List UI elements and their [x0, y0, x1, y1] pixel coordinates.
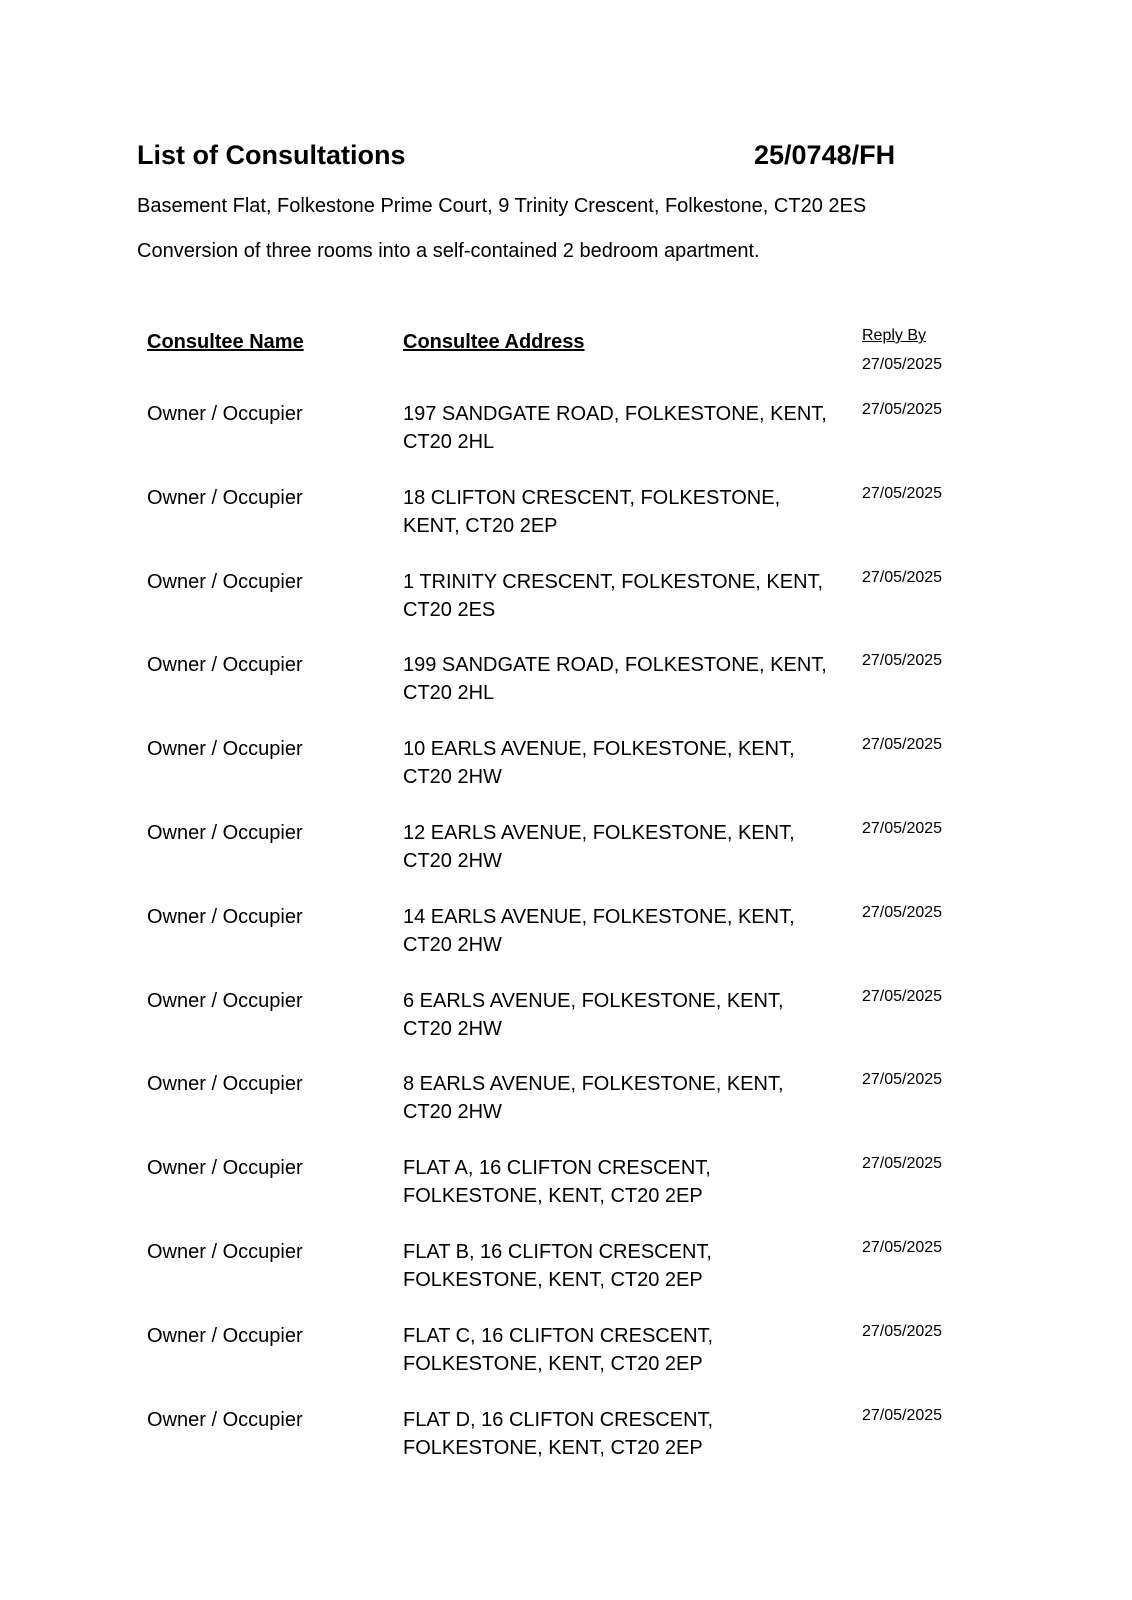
consultee-name: Owner / Occupier — [147, 1073, 303, 1096]
table-row — [0, 651, 1132, 735]
consultee-address: 14 EARLS AVENUE, FOLKESTONE, KENT, CT20 2HW — [403, 905, 795, 956]
reply-by-date: 27/05/2025 — [862, 401, 943, 418]
reply-by-date: 27/05/2025 — [862, 736, 943, 754]
consultee-address: 10 EARLS AVENUE, FOLKESTONE, KENT, CT20 2HW — [403, 738, 795, 789]
consultee-address: 8 EARLS AVENUE, FOLKESTONE, KENT, CT20 2HW — [403, 1073, 784, 1124]
table-row — [0, 1238, 1132, 1322]
reply-by-date: 27/05/2025 — [862, 903, 943, 921]
page-title: List of Consultations — [137, 140, 406, 170]
table-row — [0, 568, 1132, 652]
table-row — [0, 484, 1132, 568]
application-reference: 25/0748/FH — [754, 140, 896, 170]
consultee-address: FLAT B, 16 CLIFTON CRESCENT, FOLKESTONE, KENT, CT20 2EP — [403, 1240, 712, 1291]
column-header-consultee-address: Consultee Address — [403, 331, 585, 353]
consultee-name: Owner / Occupier — [147, 570, 303, 593]
column-header-consultee-name: Consultee Name — [147, 331, 304, 353]
table-row — [0, 1322, 1132, 1406]
reply-by-date: 27/05/2025 — [862, 1071, 943, 1089]
consultee-name: Owner / Occupier — [147, 1408, 303, 1431]
proposal-description: Conversion of three rooms into a self-contained 2 bedroom apartment. — [137, 240, 760, 262]
consultee-name: Owner / Occupier — [147, 403, 303, 425]
reply-by-date: 27/05/2025 — [862, 484, 943, 502]
reply-by-date: 27/05/2025 — [862, 652, 943, 670]
consultee-name: Owner / Occupier — [147, 486, 303, 509]
reply-by-date: 27/05/2025 — [862, 1238, 943, 1256]
consultee-address: 197 SANDGATE ROAD, FOLKESTONE, KENT, CT20 2HL — [403, 403, 827, 453]
table-row — [0, 1406, 1132, 1490]
table-row — [0, 400, 1132, 484]
reply-by-date: 27/05/2025 — [862, 568, 943, 586]
table-row — [0, 819, 1132, 903]
table-row — [0, 1070, 1132, 1154]
consultee-address: 1 TRINITY CRESCENT, FOLKESTONE, KENT, CT20 2ES — [403, 570, 824, 621]
consultee-address: FLAT D, 16 CLIFTON CRESCENT, FOLKESTONE, KENT, CT20 2EP — [403, 1408, 714, 1459]
reply-by-date: 27/05/2025 — [862, 987, 943, 1005]
reply-by-date: 27/05/2025 — [862, 1155, 943, 1173]
consultee-name: Owner / Occupier — [147, 905, 303, 928]
consultee-name: Owner / Occupier — [147, 1157, 303, 1180]
reply-by-date: 27/05/2025 — [862, 1406, 943, 1424]
column-header-reply-by: Reply By — [862, 327, 927, 344]
consultee-name: Owner / Occupier — [147, 1240, 303, 1263]
site-address: Basement Flat, Folkestone Prime Court, 9 Trinity Crescent, Folkestone, CT20 2ES — [137, 195, 867, 217]
consultee-name: Owner / Occupier — [147, 1324, 303, 1347]
consultee-address: 18 CLIFTON CRESCENT, FOLKESTONE, KENT, CT20 2EP — [403, 486, 781, 537]
consultee-address: FLAT A, 16 CLIFTON CRESCENT, FOLKESTONE, KENT, CT20 2EP — [403, 1157, 711, 1208]
consultee-address: 199 SANDGATE ROAD, FOLKESTONE, KENT, CT20 2HL — [403, 654, 827, 705]
reply-by-date: 27/05/2025 — [862, 1322, 943, 1340]
consultee-name: Owner / Occupier — [147, 654, 303, 677]
reply-by-header-date: 27/05/2025 — [862, 356, 943, 373]
consultee-address: 6 EARLS AVENUE, FOLKESTONE, KENT, CT20 2HW — [403, 989, 784, 1040]
reply-by-date: 27/05/2025 — [862, 819, 943, 837]
consultee-name: Owner / Occupier — [147, 821, 303, 844]
consultee-address: FLAT C, 16 CLIFTON CRESCENT, FOLKESTONE, KENT, CT20 2EP — [403, 1324, 714, 1375]
consultee-table — [0, 400, 1132, 1489]
consultee-address: 12 EARLS AVENUE, FOLKESTONE, KENT, CT20 2HW — [403, 821, 795, 872]
consultee-name: Owner / Occupier — [147, 989, 303, 1012]
table-row — [0, 987, 1132, 1071]
consultee-name: Owner / Occupier — [147, 738, 303, 761]
table-row — [0, 903, 1132, 987]
table-row — [0, 735, 1132, 819]
table-row — [0, 1154, 1132, 1238]
